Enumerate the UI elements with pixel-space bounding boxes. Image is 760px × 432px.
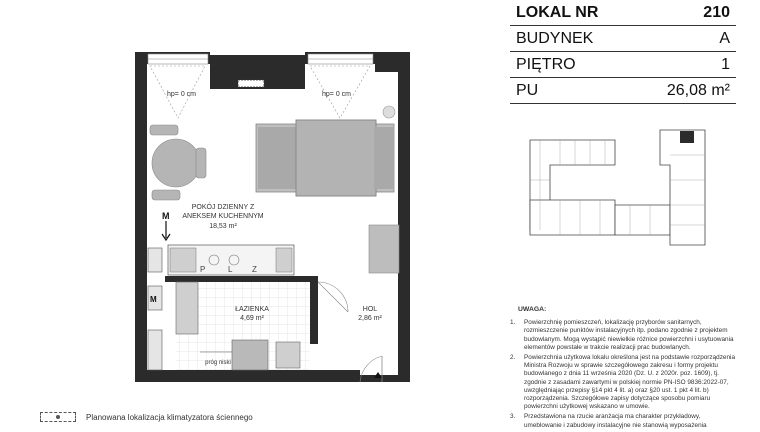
bathroom-area: 4,69 m² [240, 315, 264, 322]
wardrobe [369, 225, 399, 273]
info-row-pu [510, 78, 736, 104]
note-text: Przedstawiona na rzucie aranżacja ma charakter przykładowy, umeblowanie i zabudowy instalacyjne nie stanowią wyposażenia [524, 413, 707, 429]
note-item [510, 319, 736, 352]
bathroom-name: ŁAZIENKA [235, 306, 269, 313]
threshold-label: próg niski [205, 360, 231, 366]
hall-area: 2,86 m² [358, 315, 382, 322]
marker-z: Z [252, 265, 257, 274]
building-key-plan [520, 125, 730, 255]
window-left-label: hp= 0 cm [167, 91, 196, 98]
utility-boxes [148, 248, 162, 370]
info-label: PIĘTRO [516, 55, 576, 73]
marker-m-top: M [162, 211, 170, 221]
info-value: 210 [703, 3, 730, 21]
ac-legend-icon [40, 412, 76, 422]
hall-name: HOL [362, 306, 378, 313]
bed [256, 120, 394, 196]
plant [383, 106, 395, 118]
info-label: PU [516, 81, 539, 99]
note-number: 1. [510, 319, 516, 327]
living-room-name-2: ANEKSEM KUCHENNYM [182, 213, 264, 220]
info-label: LOKAL NR [516, 3, 599, 21]
marker-p: P [200, 265, 206, 274]
info-row-pietro [510, 52, 736, 78]
info-value: 1 [721, 55, 730, 73]
marker-m-mid: M [150, 295, 157, 304]
living-room-area: 18,53 m² [209, 223, 237, 230]
legend [40, 412, 253, 422]
info-row-lokal [510, 0, 736, 26]
note-item [510, 413, 736, 429]
info-panel [510, 0, 736, 104]
legend-text: Planowana lokalizacja klimatyzatora ściennego [86, 412, 253, 422]
dining-set [150, 125, 206, 200]
bathroom [176, 282, 310, 370]
living-room-name-1: POKÓJ DZIENNY Z [191, 204, 255, 211]
marker-l: L [228, 265, 233, 274]
notes [510, 306, 736, 432]
info-row-budynek [510, 26, 736, 52]
note-text: Powierzchnia użytkowa lokalu określona jest na podstawie rozporządzenia Ministra Rozwoju w sprawie szczegółowego zakresu i formy projektu budowlanego z dnia 11 września 2020 (Dz. U. z 2020r. poz. 1609), tj. zgodnie z zasadami zawartymi w polskiej normie PN-ISO 9836:2022-07, uwzględniając przepisy §14 pkt 4 lit. a) oraz §20 ust. 1 pkt 4 lit. b) rozporządzenia. Szczegółowe zapisy dotyczące sposobu pomiaru powierzchni użytkowej wskazano w umowie. [524, 354, 736, 411]
ac-unit [238, 80, 264, 87]
info-label: BUDYNEK [516, 29, 594, 47]
info-value: A [719, 29, 730, 47]
info-value: 26,08 m² [666, 81, 730, 99]
unit-highlight [680, 131, 694, 143]
window-right-label: hp= 0 cm [322, 91, 351, 98]
note-text: Powierzchnię pomieszczeń, lokalizację przyborów sanitarnych, rozmieszczenie punktów instalacyjnych itp. podano zgodnie z projektem budowlanym. Mogą wystąpić niewielkie różnice powierzchni i usytuowania elementów powstałe w trakcie realizacji prac budowlanych. [524, 319, 734, 351]
note-item [510, 354, 736, 411]
notes-title: UWAGA: [518, 306, 547, 313]
note-number: 3. [510, 413, 516, 421]
note-number: 2. [510, 354, 516, 362]
